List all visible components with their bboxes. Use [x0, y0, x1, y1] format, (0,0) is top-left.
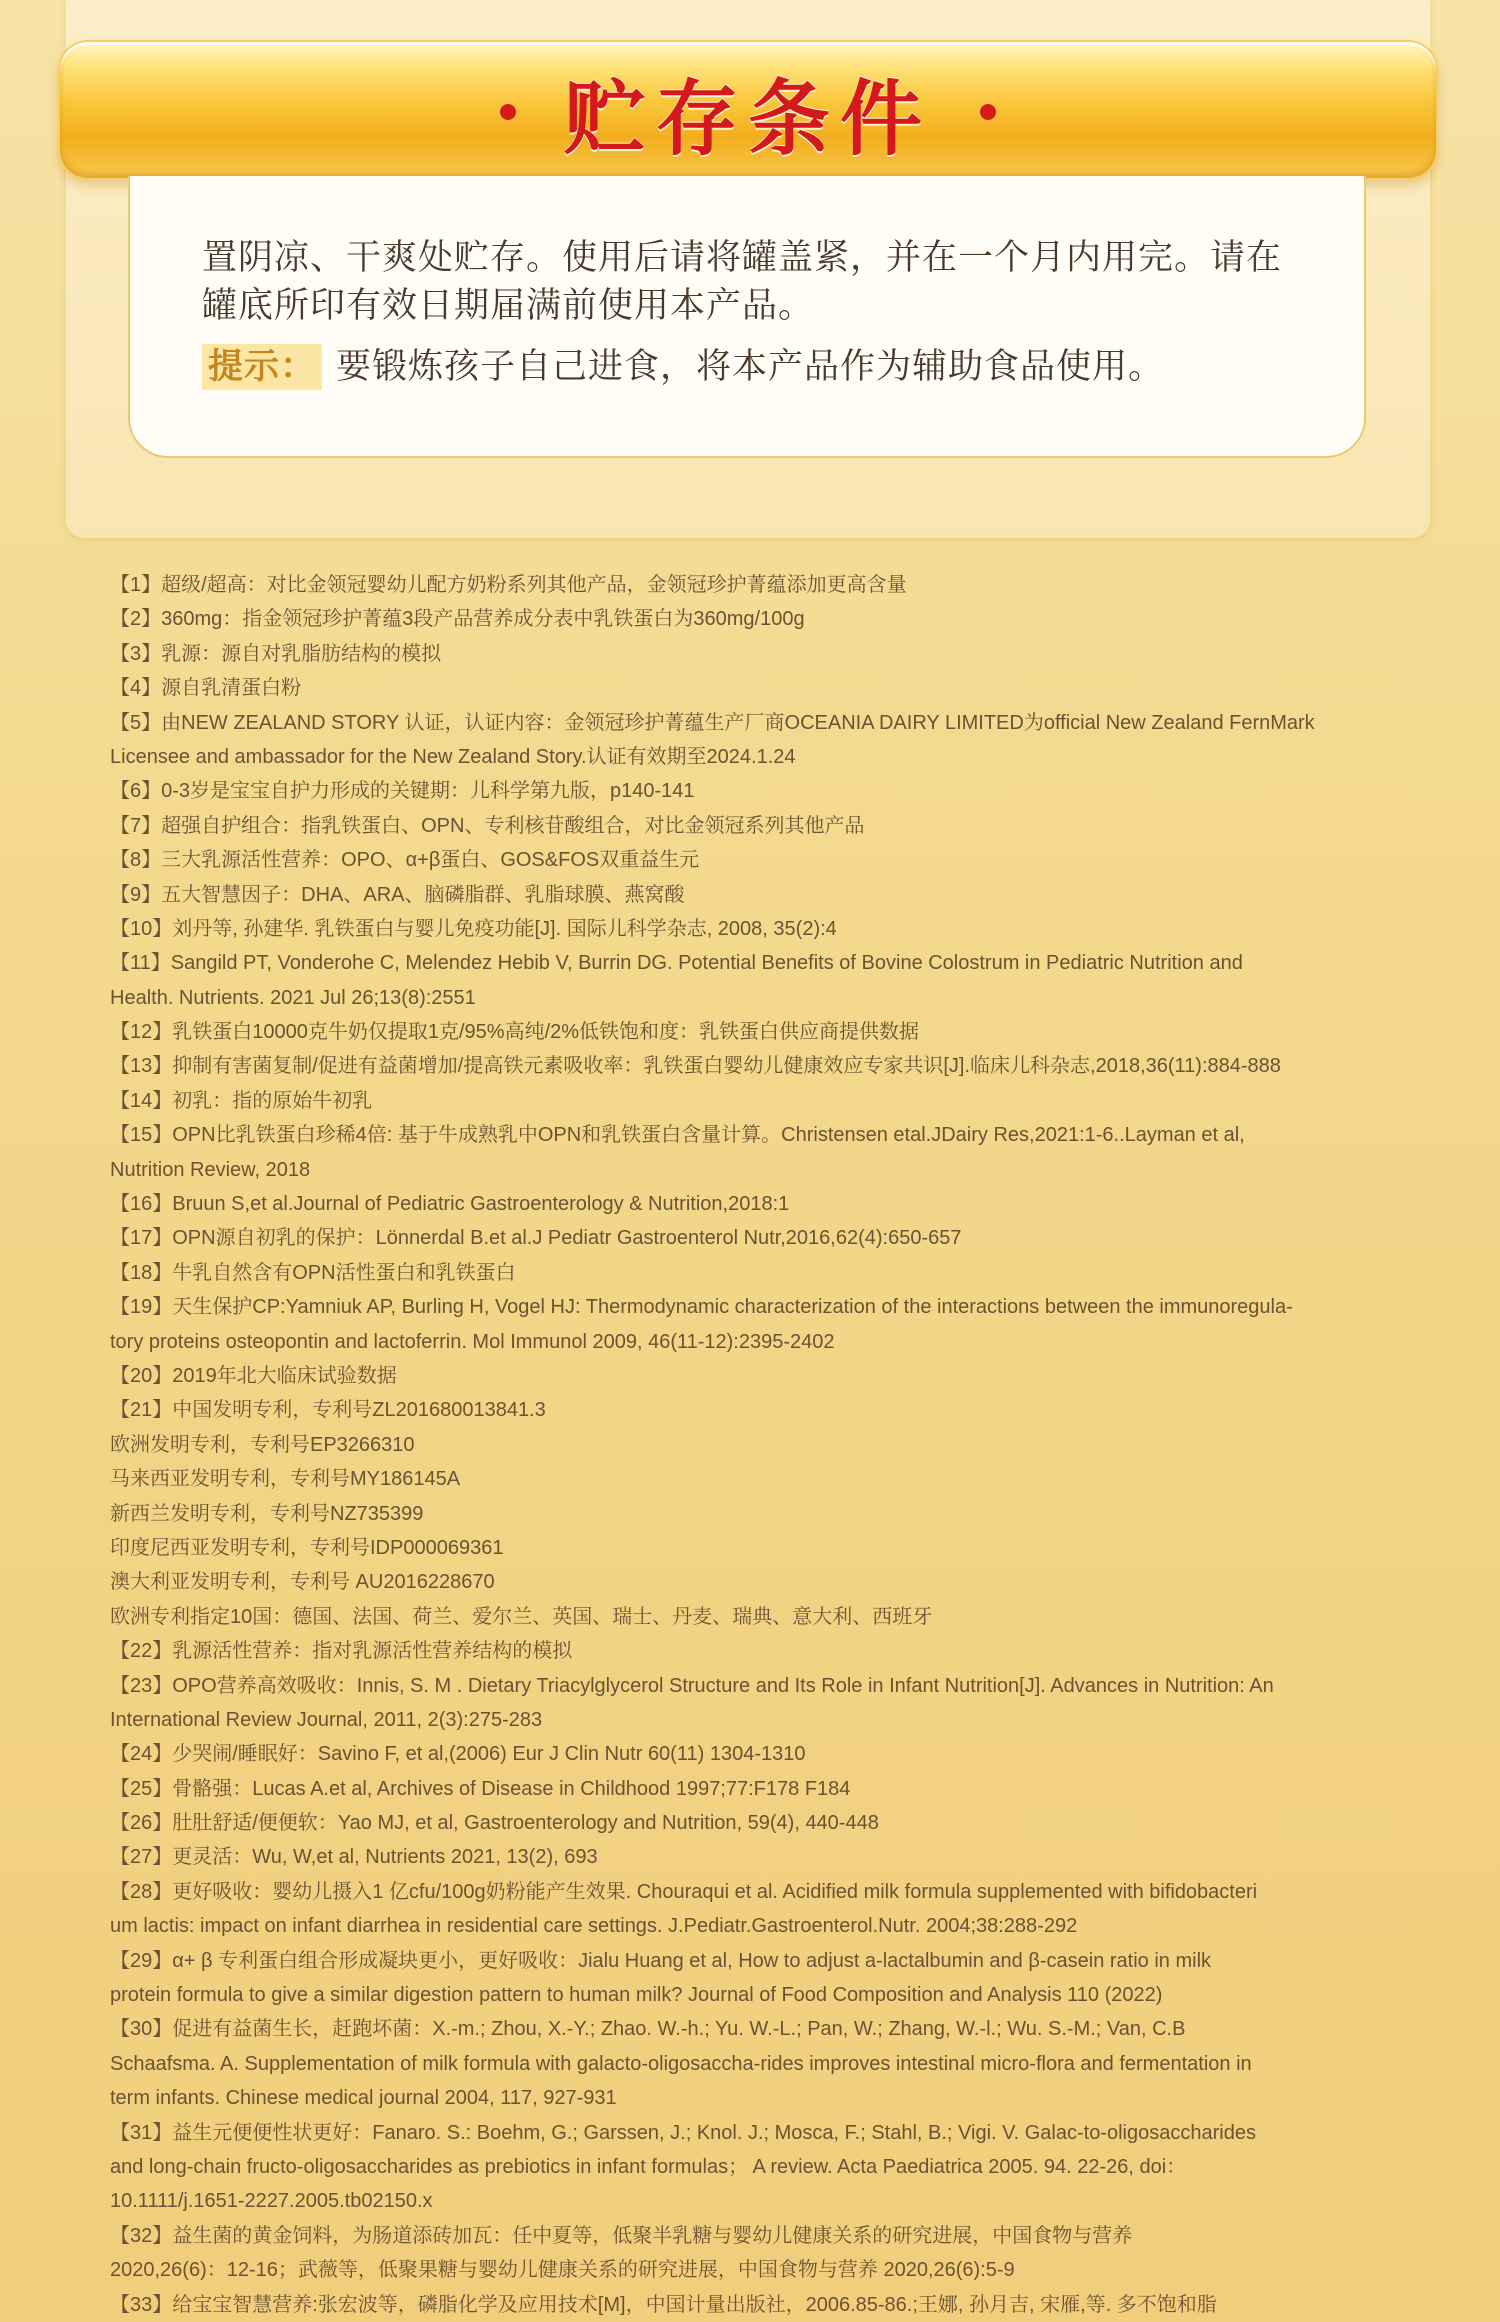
storage-text: 置阴凉、干爽处贮存。使用后请将罐盖紧，并在一个月内用完。请在罐底所印有效日期届满前使用本产品。: [202, 238, 1283, 326]
reference-line: 【12】乳铁蛋白10000克牛奶仅提取1克/95%高纯/2%低铁饱和度：乳铁蛋白供应商提供数据: [110, 1021, 920, 1044]
reference-line: 【20】2019年北大临床试验数据: [110, 1364, 397, 1387]
reference-line: 【2】360mg：指金领冠珍护菁蕴3段产品营养成分表中乳铁蛋白为360mg/100g: [110, 608, 805, 631]
reference-line: 【13】抑制有害菌复制/促进有益菌增加/提高铁元素吸收率：乳铁蛋白婴幼儿健康效应专家共识[J].临床儿科杂志,2018,36(11):884-888: [110, 1055, 1281, 1078]
reference-line: 【24】少哭闹/睡眠好：Savino F, et al,(2006) Eur J Clin Nutr 60(11) 1304-1310: [110, 1743, 806, 1766]
reference-line: 马来西亚发明专利，专利号MY186145A: [110, 1468, 461, 1491]
reference-line: 【14】初乳：指的原始牛初乳: [110, 1089, 373, 1112]
bullet-dot-right: [980, 104, 996, 120]
tip-label: 提示：: [202, 344, 322, 390]
storage-info-card: [128, 176, 1366, 458]
reference-line: 【10】刘丹等, 孙建华. 乳铁蛋白与婴儿免疫功能[J]. 国际儿科学杂志, 2008, 35(2):4: [110, 917, 837, 940]
reference-line: 【33】给宝宝智慧营养:张宏波等，磷脂化学及应用技术[M]，中国计量出版社，2006.85-86.;王娜, 孙月吉, 宋雁,等. 多不饱和脂: [110, 2293, 1217, 2316]
section-banner: [58, 40, 1438, 180]
reference-line: 【5】由NEW ZEALAND STORY 认证，认证内容：金领冠珍护菁蕴生产厂商OCEANIA DAIRY LIMITED为official New Zealand FernMark: [110, 711, 1315, 734]
bullet-dot-left: [500, 104, 516, 120]
section-title: 贮存条件: [563, 71, 932, 167]
reference-line: 【26】肚肚舒适/便便软：Yao MJ, et al, Gastroenterology and Nutrition, 59(4), 440-448: [110, 1812, 879, 1835]
references-list: [110, 568, 1380, 2322]
reference-line: 印度尼西亚发明专利，专利号IDP000069361: [110, 1536, 504, 1559]
reference-line: term infants. Chinese medical journal 2004, 117, 927-931: [110, 2087, 617, 2110]
reference-line: 【30】促进有益菌生长，赶跑坏菌：X.-m.; Zhou, X.-Y.; Zhao. W.-h.; Yu. W.-L.; Pan, W.; Zhang, W.-l.; Wu. S.-M.; Van, C.B: [110, 2018, 1186, 2041]
reference-line: 澳大利亚发明专利，专利号 AU2016228670: [110, 1571, 495, 1594]
reference-line: Schaafsma. A. Supplementation of milk formula with galacto-oligosaccha-rides improves intestinal micro-flora and fermentation in: [110, 2052, 1252, 2075]
reference-line: tory proteins osteopontin and lactoferrin. Mol Immunol 2009, 46(11-12):2395-2402: [110, 1330, 835, 1353]
reference-line: protein formula to give a similar digestion pattern to human milk? Journal of Food Composition and Analysis 110 (2022): [110, 1984, 1163, 2007]
tip-line: [202, 344, 1294, 390]
reference-line: 10.1111/j.1651-2227.2005.tb02150.x: [110, 2190, 433, 2213]
reference-line: 【4】源自乳清蛋白粉: [110, 677, 302, 700]
reference-line: Nutrition Review, 2018: [110, 1158, 311, 1181]
reference-line: 新西兰发明专利，专利号NZ735399: [110, 1502, 424, 1525]
reference-line: 【21】中国发明专利，专利号ZL201680013841.3: [110, 1399, 546, 1422]
reference-line: 【32】益生菌的黄金饲料，为肠道添砖加瓦：任中夏等，低聚半乳糖与婴幼儿健康关系的研究进展，中国食物与营养: [110, 2224, 1133, 2247]
reference-line: 【22】乳源活性营养：指对乳源活性营养结构的模拟: [110, 1640, 573, 1663]
reference-line: 【3】乳源：源自对乳脂肪结构的模拟: [110, 642, 442, 665]
reference-line: and long-chain fructo-oligosaccharides as prebiotics in infant formulas； A review. Acta Paediatrica 2005. 94. 22-26, doi：: [110, 2155, 1187, 2178]
reference-line: 【19】天生保护CP:Yamniuk AP, Burling H, Vogel HJ: Thermodynamic characterization of the interactions between the immunoregula-: [110, 1296, 1293, 1319]
reference-line: 【6】0-3岁是宝宝自护力形成的关键期：儿科学第九版，p140-141: [110, 780, 695, 803]
reference-line: 【23】OPO营养高效吸收：Innis, S. M . Dietary Triacylglycerol Structure and Its Role in Infant Nutrition[J]. Advances in Nutrition: An: [110, 1674, 1274, 1697]
reference-line: 【8】三大乳源活性营养：OPO、α+β蛋白、GOS&FOS双重益生元: [110, 849, 700, 872]
tip-text: 要锻炼孩子自己进食，将本产品作为辅助食品使用。: [336, 347, 1165, 387]
reference-line: 【17】OPN源自初乳的保护：Lönnerdal B.et al.J Pediatr Gastroenterol Nutr,2016,62(4):650-657: [110, 1227, 962, 1250]
reference-line: International Review Journal, 2011, 2(3):275-283: [110, 1708, 543, 1731]
reference-line: 【27】更灵活：Wu, W,et al, Nutrients 2021, 13(2), 693: [110, 1846, 598, 1869]
reference-line: Health. Nutrients. 2021 Jul 26;13(8):2551: [110, 986, 476, 1009]
reference-line: 【11】Sangild PT, Vonderohe C, Melendez Hebib V, Burrin DG. Potential Benefits of Bovine Colostrum in Pediatric Nutrition and: [110, 952, 1243, 975]
reference-line: 欧洲发明专利，专利号EP3266310: [110, 1433, 415, 1456]
reference-line: um lactis: impact on infant diarrhea in residential care settings. J.Pediatr.Gastroenterol.Nutr. 2004;38:288-292: [110, 1915, 1078, 1938]
reference-line: 2020,26(6)：12-16；武薇等，低聚果糖与婴幼儿健康关系的研究进展，中国食物与营养 2020,26(6):5-9: [110, 2259, 1015, 2282]
reference-line: 【7】超强自护组合：指乳铁蛋白、OPN、专利核苷酸组合，对比金领冠系列其他产品: [110, 814, 865, 837]
reference-line: 欧洲专利指定10国：德国、法国、荷兰、爱尔兰、英国、瑞士、丹麦、瑞典、意大利、西班牙: [110, 1605, 933, 1628]
reference-line: Licensee and ambassador for the New Zealand Story.认证有效期至2024.1.24: [110, 745, 796, 768]
reference-line: 【29】α+ β 专利蛋白组合形成凝块更小，更好吸收：Jialu Huang et al, How to adjust a-lactalbumin and β-casein ratio in milk: [110, 1949, 1212, 1972]
reference-line: 【31】益生元便便性状更好：Fanaro. S.: Boehm, G.; Garssen, J.; Knol. J.; Mosca, F.; Stahl, B.; Vigi. V. Galac-to-oligosaccharides: [110, 2121, 1256, 2144]
reference-line: 【15】OPN比乳铁蛋白珍稀4倍: 基于牛成熟乳中OPN和乳铁蛋白含量计算。Christensen etal.JDairy Res,2021:1-6..Layman et al,: [110, 1124, 1245, 1147]
reference-line: 【28】更好吸收：婴幼儿摄入1 亿cfu/100g奶粉能产生效果. Chouraqui et al. Acidified milk formula supplemented with bifidobacteri: [110, 1880, 1258, 1903]
reference-line: 【1】超级/超高：对比金领冠婴幼儿配方奶粉系列其他产品，金领冠珍护菁蕴添加更高含量: [110, 574, 907, 596]
reference-line: 【9】五大智慧因子：DHA、ARA、脑磷脂群、乳脂球膜、燕窝酸: [110, 883, 685, 906]
reference-line: 【16】Bruun S,et al.Journal of Pediatric Gastroenterology & Nutrition,2018:1: [110, 1193, 790, 1216]
reference-line: 【18】牛乳自然含有OPN活性蛋白和乳铁蛋白: [110, 1261, 516, 1284]
reference-line: 【25】骨骼强：Lucas A.et al, Archives of Disease in Childhood 1997;77:F178 F184: [110, 1777, 851, 1800]
